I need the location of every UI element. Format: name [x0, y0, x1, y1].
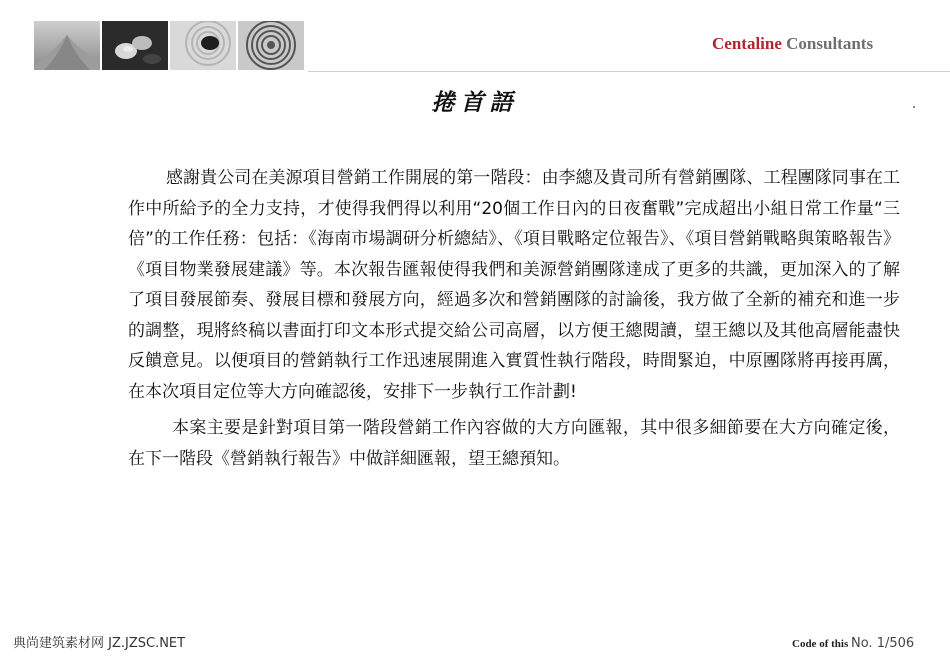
- brand-name-red: Centaline: [712, 34, 782, 53]
- paragraph-1: 感謝貴公司在美源項目營銷工作開展的第一階段：由李總及貴司所有營銷團隊、工程團隊同事在工作中所給予的全力支持，才使得我們得以利用“20個工作日內的日夜奮戰”完成超出小組日常工作量“三倍”的工作任務：包括：《海南市場調研分析總結》、《項目戰略定位報告》、《項目營銷戰略與策略報告》《項目物業發展建議》等。本次報告匯報使得我們和美源營銷團隊達成了更多的共識，更加深入的了解了項目發展節奏、發展目標和發展方向，經過多次和營銷團隊的討論後，我方做了全新的補充和進一步的調整，現將終稿以書面打印文本形式提交給公司高層，以方便王總閱讀，望王總以及其他高層能盡快反饋意見。以便項目的營銷執行工作迅速展開進入實質性執行階段，時間緊迫，中原團隊將再接再厲，在本次項目定位等大方向確認後，安排下一步執行工作計劃!: [128, 168, 900, 402]
- watermark-text: 典尚建筑素材网 JZ.JZSC.NET: [13, 636, 186, 651]
- code-label: Code of this: [792, 638, 849, 650]
- page-number: No. 1/506: [850, 636, 915, 651]
- header-divider: [308, 71, 950, 72]
- body-text: [128, 163, 900, 474]
- paragraph-2: 本案主要是針對項目第一階段營銷工作內容做的大方向匯報，其中很多細節要在大方向確定後，在下一階段《營銷執行報告》中做詳細匯報，望王總預知。: [128, 418, 900, 469]
- concentric-rings-image: [238, 21, 304, 70]
- pebbles-image: [102, 21, 168, 70]
- footer-page-code: [792, 636, 914, 651]
- sand-ripple-stone-image: [170, 21, 236, 70]
- brand-name-gray: Consultants: [786, 34, 874, 53]
- header-image-strip: [34, 21, 304, 70]
- page-title: 捲首語: [431, 90, 519, 116]
- sand-pile-image: [34, 21, 100, 70]
- company-logo: [712, 34, 873, 54]
